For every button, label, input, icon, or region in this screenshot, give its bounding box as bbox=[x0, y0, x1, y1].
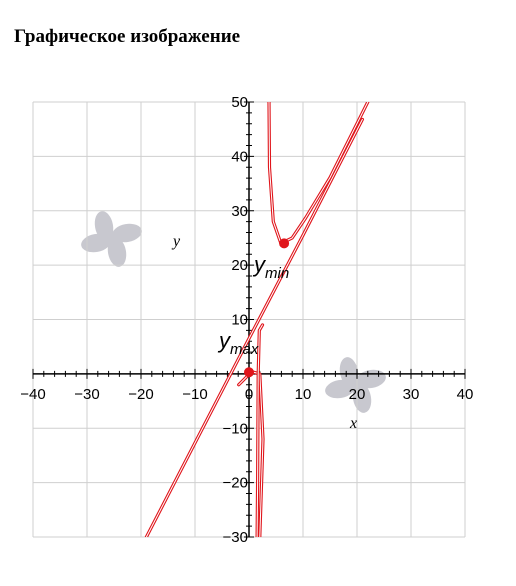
y-tick-label: 10 bbox=[231, 311, 248, 329]
ymin-annotation bbox=[252, 252, 289, 282]
y-tick-label: 50 bbox=[231, 94, 248, 111]
ymax-annotation-main: y bbox=[219, 328, 230, 353]
page-title: Графическое изображение bbox=[14, 26, 241, 47]
ymin-annotation-sub: min bbox=[265, 265, 290, 282]
x-tick-label: 40 bbox=[456, 385, 474, 403]
y-axis-label: y bbox=[173, 233, 181, 250]
max-point bbox=[244, 367, 254, 377]
y-tick-label: 20 bbox=[231, 257, 248, 275]
x-tick-label: −10 bbox=[182, 385, 208, 403]
x-tick-label: 20 bbox=[348, 385, 366, 403]
x-tick-label: −40 bbox=[20, 385, 46, 403]
y-tick-label: −20 bbox=[222, 474, 248, 492]
y-tick-label: −10 bbox=[222, 420, 248, 438]
series-line-3 bbox=[269, 102, 368, 243]
ymax-annotation-sub: max bbox=[230, 341, 259, 358]
x-axis-label: x bbox=[350, 415, 358, 432]
x-tick-label: 10 bbox=[294, 385, 312, 403]
min-point bbox=[279, 238, 289, 248]
y-tick-label: 30 bbox=[231, 202, 248, 220]
ymin-annotation-main: y bbox=[254, 252, 265, 277]
series-line-inner-3 bbox=[269, 102, 368, 243]
x-tick-label: 30 bbox=[402, 385, 420, 403]
x-tick-label: −30 bbox=[74, 385, 100, 403]
y-tick-label: −30 bbox=[222, 529, 248, 546]
watermark-flower-left bbox=[80, 210, 144, 269]
x-tick-label: 0 bbox=[244, 385, 254, 403]
series-line-inner-1 bbox=[146, 119, 362, 537]
x-tick-label: −20 bbox=[128, 385, 154, 403]
y-tick-label: 40 bbox=[231, 148, 248, 166]
